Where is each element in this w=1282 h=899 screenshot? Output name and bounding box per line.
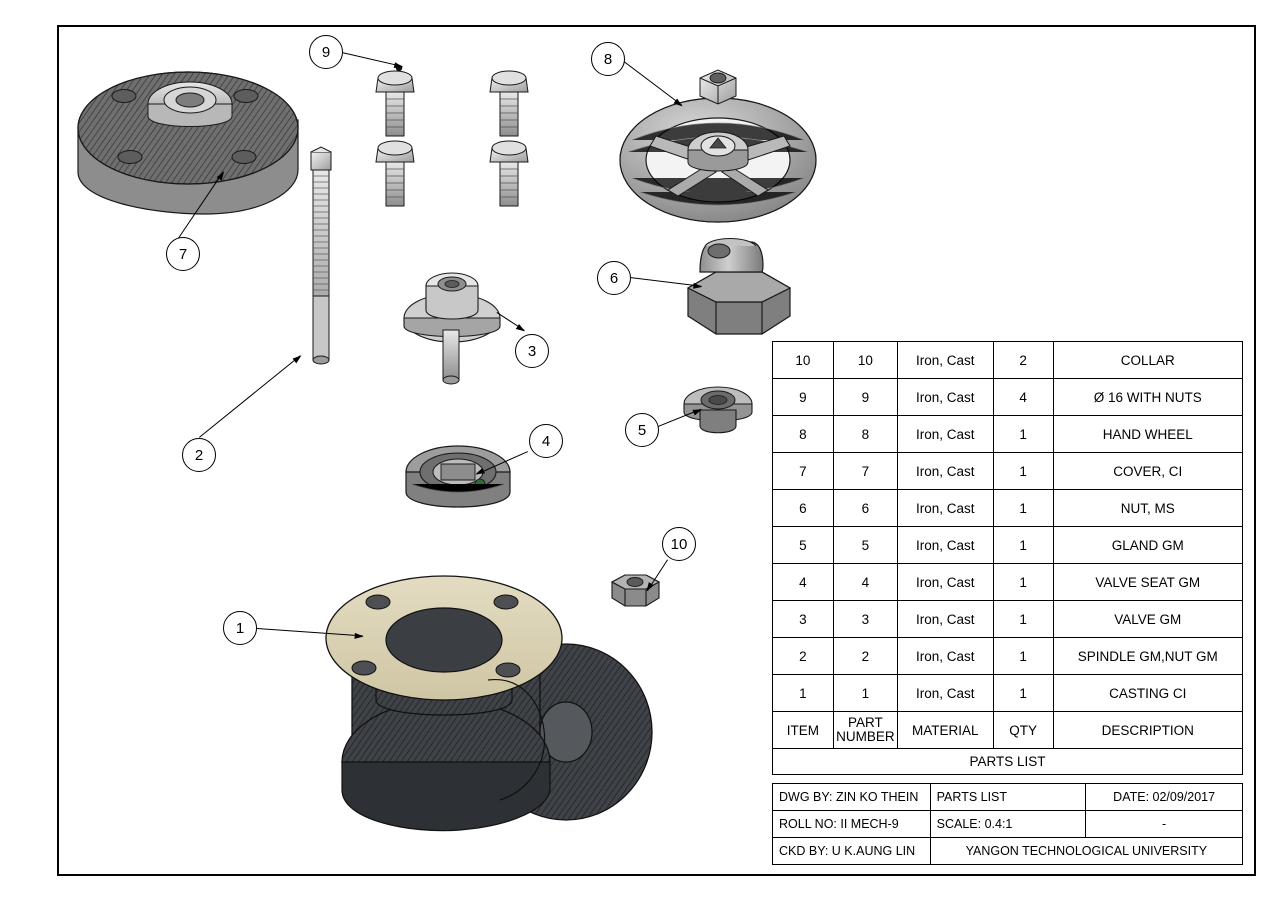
cell-item: 7 xyxy=(773,453,834,490)
cell-item: 10 xyxy=(773,342,834,379)
table-row[interactable] xyxy=(773,453,1243,490)
cell-qty: 1 xyxy=(993,527,1053,564)
title-block xyxy=(772,783,1243,865)
table-header-row xyxy=(773,712,1243,749)
header-part-number-line2: NUMBER xyxy=(836,729,895,744)
cell-material: Iron, Cast xyxy=(897,379,993,416)
cell-item: 2 xyxy=(773,638,834,675)
cell-qty: 1 xyxy=(993,638,1053,675)
cell-item: 8 xyxy=(773,416,834,453)
cell-qty: 1 xyxy=(993,490,1053,527)
cell-description: HAND WHEEL xyxy=(1053,416,1243,453)
cell-qty: 1 xyxy=(993,453,1053,490)
cell-description: COVER, CI xyxy=(1053,453,1243,490)
cell-part: 7 xyxy=(833,453,897,490)
part-3-valve-gm xyxy=(404,273,500,384)
cell-material: Iron, Cast xyxy=(897,564,993,601)
cell-description: CASTING CI xyxy=(1053,675,1243,712)
parts-list-title: PARTS LIST xyxy=(773,749,1243,775)
callout-balloon-8[interactable]: 8 xyxy=(591,42,625,76)
cell-description: Ø 16 WITH NUTS xyxy=(1053,379,1243,416)
organization: YANGON TECHNOLOGICAL UNIVERSITY xyxy=(930,838,1242,865)
header-material: MATERIAL xyxy=(897,712,993,749)
parts-list-table xyxy=(772,341,1243,775)
cell-qty: 1 xyxy=(993,416,1053,453)
date: DATE: 02/09/2017 xyxy=(1086,784,1243,811)
callout-balloon-1[interactable]: 1 xyxy=(223,611,257,645)
title-block-row-2 xyxy=(773,811,1243,838)
cell-qty: 2 xyxy=(993,342,1053,379)
cell-description: COLLAR xyxy=(1053,342,1243,379)
cell-material: Iron, Cast xyxy=(897,527,993,564)
callout-balloon-4[interactable]: 4 xyxy=(529,424,563,458)
cell-description: VALVE SEAT GM xyxy=(1053,564,1243,601)
table-row[interactable] xyxy=(773,638,1243,675)
cell-qty: 1 xyxy=(993,601,1053,638)
cell-part: 5 xyxy=(833,527,897,564)
cell-part: 8 xyxy=(833,416,897,453)
cell-material: Iron, Cast xyxy=(897,601,993,638)
cell-qty: 1 xyxy=(993,675,1053,712)
cell-description: GLAND GM xyxy=(1053,527,1243,564)
ckd-by: CKD BY: U K.AUNG LIN xyxy=(773,838,931,865)
roll-no: ROLL NO: II MECH-9 xyxy=(773,811,931,838)
cell-description: VALVE GM xyxy=(1053,601,1243,638)
title-block-row-1 xyxy=(773,784,1243,811)
cell-qty: 1 xyxy=(993,564,1053,601)
callout-balloon-10[interactable]: 10 xyxy=(662,527,696,561)
header-qty: QTY xyxy=(993,712,1053,749)
table-row[interactable] xyxy=(773,675,1243,712)
cell-material: Iron, Cast xyxy=(897,638,993,675)
scale: SCALE: 0.4:1 xyxy=(930,811,1086,838)
part-7-cover xyxy=(78,72,298,214)
table-row[interactable] xyxy=(773,416,1243,453)
cell-item: 5 xyxy=(773,527,834,564)
part-10-collar xyxy=(612,575,659,606)
table-row[interactable] xyxy=(773,379,1243,416)
header-part-number xyxy=(833,712,897,749)
part-6-nut-ms xyxy=(688,239,790,335)
header-part-number-line1: PART xyxy=(847,714,883,730)
cell-material: Iron, Cast xyxy=(897,490,993,527)
table-row[interactable] xyxy=(773,527,1243,564)
cell-part: 9 xyxy=(833,379,897,416)
cell-material: Iron, Cast xyxy=(897,453,993,490)
cell-part: 6 xyxy=(833,490,897,527)
table-row[interactable] xyxy=(773,342,1243,379)
cell-item: 4 xyxy=(773,564,834,601)
callout-balloon-9[interactable]: 9 xyxy=(309,35,343,69)
part-4-valve-seat-gm xyxy=(406,446,510,507)
cell-description: NUT, MS xyxy=(1053,490,1243,527)
callout-balloon-5[interactable]: 5 xyxy=(625,413,659,447)
callout-balloon-6[interactable]: 6 xyxy=(597,261,631,295)
cell-item: 9 xyxy=(773,379,834,416)
cell-part: 10 xyxy=(833,342,897,379)
cell-part: 4 xyxy=(833,564,897,601)
title-block-row-3 xyxy=(773,838,1243,865)
cell-item: 1 xyxy=(773,675,834,712)
part-8-hand-wheel xyxy=(620,70,816,222)
part-2-spindle xyxy=(311,147,331,364)
table-row[interactable] xyxy=(773,601,1243,638)
part-9-bolts xyxy=(376,65,528,206)
cell-part: 2 xyxy=(833,638,897,675)
callout-balloon-3[interactable]: 3 xyxy=(515,334,549,368)
revision: - xyxy=(1086,811,1243,838)
dwg-by: DWG BY: ZIN KO THEIN xyxy=(773,784,931,811)
part-1-casting-ci xyxy=(326,576,652,831)
cell-qty: 4 xyxy=(993,379,1053,416)
table-row[interactable] xyxy=(773,564,1243,601)
cell-material: Iron, Cast xyxy=(897,342,993,379)
cell-part: 1 xyxy=(833,675,897,712)
header-description: DESCRIPTION xyxy=(1053,712,1243,749)
parts-list-title-row xyxy=(773,749,1243,775)
cell-description: SPINDLE GM,NUT GM xyxy=(1053,638,1243,675)
cell-item: 3 xyxy=(773,601,834,638)
cell-material: Iron, Cast xyxy=(897,675,993,712)
callout-balloon-2[interactable]: 2 xyxy=(182,438,216,472)
cell-item: 6 xyxy=(773,490,834,527)
sheet-name: PARTS LIST xyxy=(930,784,1086,811)
cell-part: 3 xyxy=(833,601,897,638)
callout-balloon-7[interactable]: 7 xyxy=(166,237,200,271)
table-row[interactable] xyxy=(773,490,1243,527)
header-item: ITEM xyxy=(773,712,834,749)
cell-material: Iron, Cast xyxy=(897,416,993,453)
